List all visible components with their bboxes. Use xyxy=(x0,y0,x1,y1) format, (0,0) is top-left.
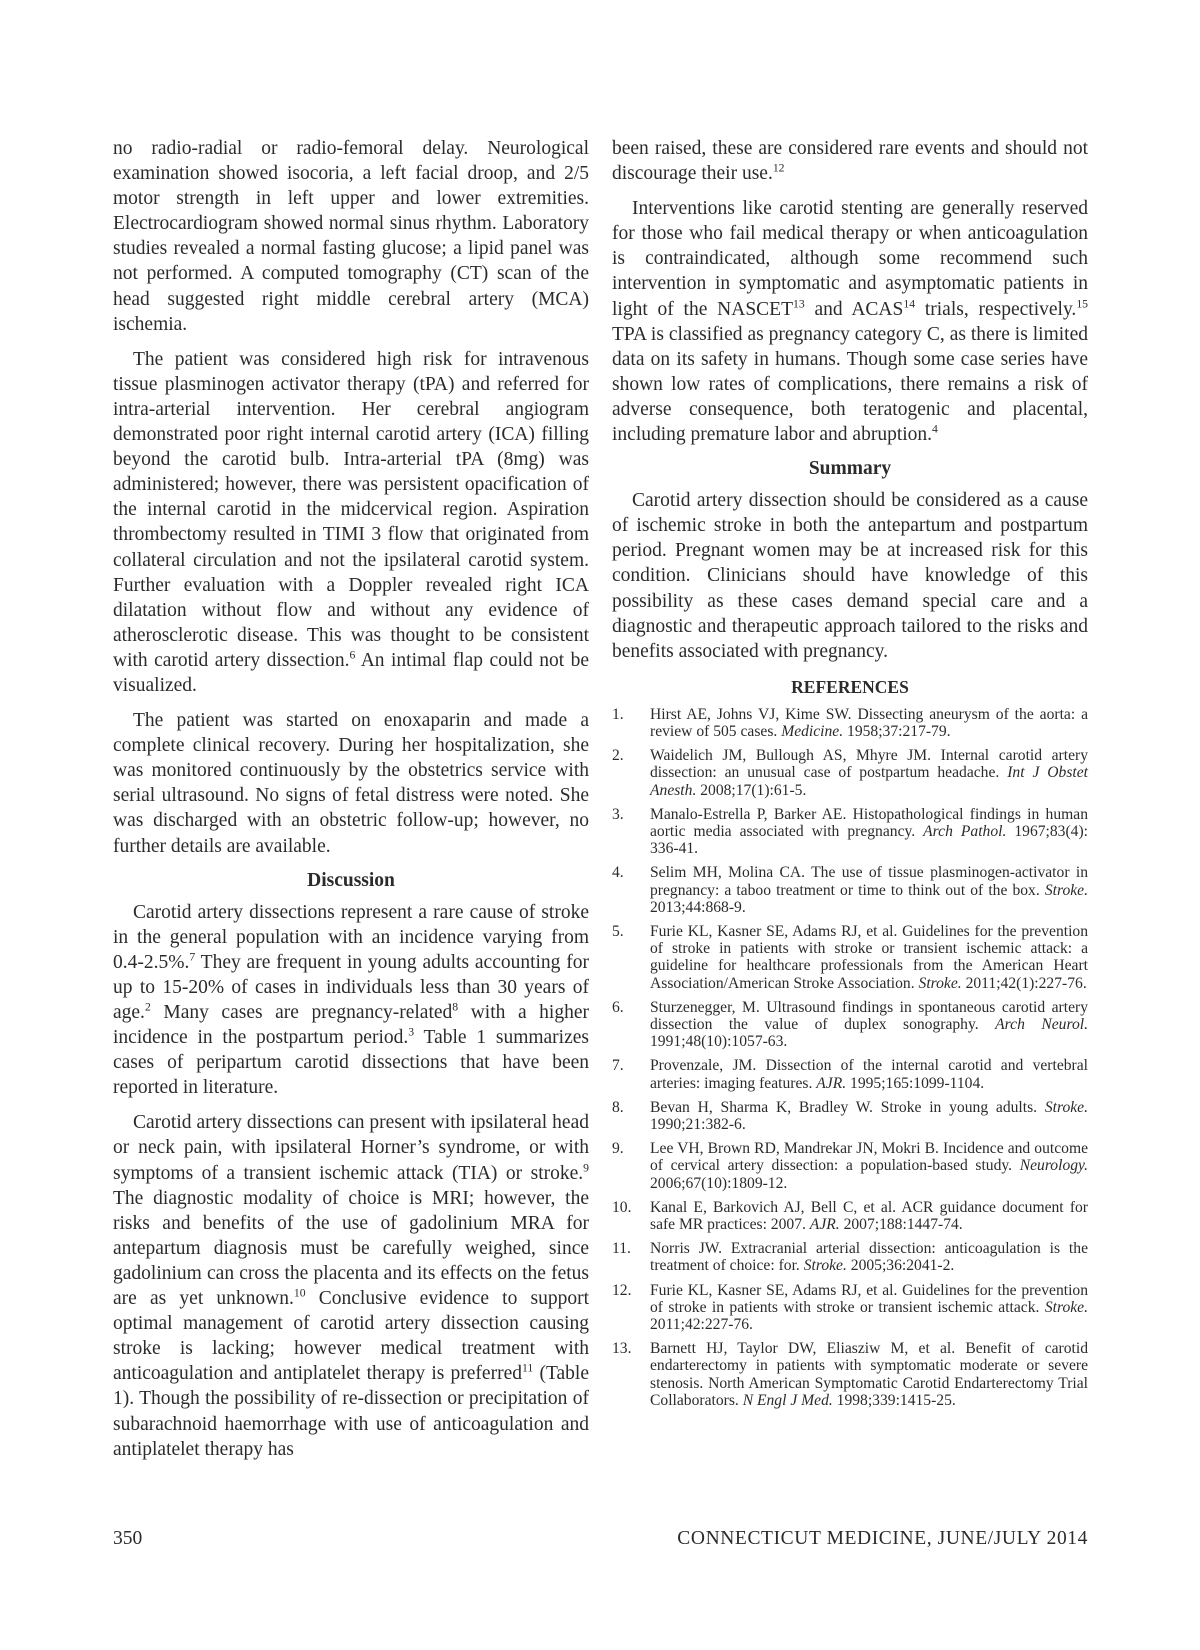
paragraph-continued: been raised, these are considered rare events and should not discourage their use.$^{12}$ xyxy=(612,138,1088,185)
citation: 2 xyxy=(144,1000,151,1014)
reference-item: 9. Lee VH, Brown RD, Mandrekar JN, Mokri B. Incidence and outcome of cervical artery dissection: a population-based study. Neurology. 2006;67(10):1809-12. xyxy=(612,1140,1088,1192)
citation: 9 xyxy=(583,1161,589,1175)
citation: 6 xyxy=(349,648,356,662)
citation: 15 xyxy=(1076,297,1088,311)
references-heading: REFERENCES xyxy=(791,676,909,697)
paragraph-presentation: Carotid artery dissections can present with ipsilateral head or neck pain, with ipsilateral Horner’s syndrome, or with symptoms of a transient ischemic attack (TIA) or stroke.$^9$ The diagnostic modality of choice is MRI; however, the risks and benefits of the use of gadolinium MRA for antepartum diagnosis must be carefully weighed, since gadolinium can cross the placenta and its effects on the fetus are as yet unknown.$^{10}$ Conclusive evidence to support optimal management of carotid artery dissection causing stroke is lacking; however medical treatment with anticoagulation and antiplatelet therapy is preferred$^{11}$ (Table 1). Though the possibility of re-dissection or precipitation of subarachnoid haemorrhage with use of anticoagulation and antiplatelet therapy has xyxy=(113,1112,590,1460)
reference-item: 2. Waidelich JM, Bullough AS, Mhyre JM. Internal carotid artery dissection: an unusual case of postpartum headache. Int J Obstet Anesth. 2008;17(1):61-5. xyxy=(612,747,1088,799)
paragraph-recovery: The patient was started on enoxaparin and made a complete clinical recovery. During her hospitalization, she was monitored continuously by the obstetrics service with serial ultrasound. No signs of fetal distress were noted. She was discharged with an obstetric follow-up; however, no further details are available. xyxy=(113,710,589,857)
reference-list xyxy=(612,706,1088,1409)
paragraph-interventions: Interventions like carotid stenting are generally reserved for those who fail medical therapy or when anticoagulation is contraindicated, although some recommend such intervention in symptomatic and asymptomatic patients in light of the NASCET$^{13}$ and ACAS$^{14}$ trials, respectively.$^{15}$ TPA is classified as pregnancy category C, as there is limited data on its safety in humans. Though some case series have shown low rates of complications, there remains a risk of adverse consequence, both teratogenic and placental, including premature labor and abruption.$^4$ xyxy=(612,198,1088,446)
reference-item: 3. Manalo-Estrella P, Barker AE. Histopathological findings in human aortic media associated with pregnancy. Arch Pathol. 1967;83(4): 336-41. xyxy=(612,805,1088,858)
reference-item: 1. Hirst AE, Johns VJ, Kime SW. Dissecting aneurysm of the aorta: a review of 505 cases. Medicine. 1958;37:217-79. xyxy=(612,705,1088,740)
reference-item: 5. Furie KL, Kasner SE, Adams RJ, et al. Guidelines for the prevention of stroke in patients with stroke or transient ischemic attack: a guideline for healthcare professionals from the American Heart Association/American Stroke Association. Stroke. 2011;42(1):227-76. xyxy=(612,923,1088,992)
paragraph-exam: no radio-radial or radio-femoral delay. Neurological examination showed isocoria, a left facial droop, and 2/5 motor strength in left upper and lower extremities. Electrocardiogram showed normal sinus rhythm. Laboratory studies revealed a normal fasting glucose; a lipid panel was not performed. A computed tomography (CT) scan of the head suggested right middle cerebral artery (MCA) ischemia. xyxy=(113,138,589,335)
paragraph-incidence: Carotid artery dissections represent a rare cause of stroke in the general population with an incidence varying from 0.4-2.5%.$^7$ They are frequent in young adults accounting for up to 15-20% of cases in individuals less than 30 years of age.$^2$ Many cases are pregnancy-related$^8$ with a higher incidence in the postpartum period.$^3$ Table 1 summarizes cases of peripartum carotid dissections that have been reported in literature. xyxy=(113,901,589,1099)
reference-item: 4. Selim MH, Molina CA. The use of tissue plasminogen-activator in pregnancy: a taboo treatment or time to think out of the box. Stroke. 2013;44:868-9. xyxy=(612,864,1088,916)
discussion-heading: Discussion xyxy=(307,869,395,891)
reference-item: 12. Furie KL, Kasner SE, Adams RJ, et al. Guidelines for the prevention of stroke in patients with stroke or transient ischemic attack. Stroke. 2011;42:227-76. xyxy=(612,1281,1088,1334)
summary-heading: Summary xyxy=(808,458,892,480)
left-column xyxy=(113,136,589,1472)
reference-item: 10. Kanal E, Barkovich AJ, Bell C, et al. ACR guidance document for safe MR practices: 2007. AJR. 2007;188:1447-74. xyxy=(612,1198,1088,1234)
citation: 11 xyxy=(521,1361,534,1375)
citation: 7 xyxy=(189,950,196,964)
reference-item: 8. Bevan H, Sharma K, Bradley W. Stroke in young adults. Stroke. 1990;21:382-6. xyxy=(612,1098,1088,1134)
journal-footer: CONNECTICUT MEDICINE, JUNE/JULY 2014 xyxy=(677,1528,1088,1549)
citation: 3 xyxy=(408,1025,415,1039)
citation: 13 xyxy=(793,297,805,311)
reference-item: 11. Norris JW. Extracranial arterial dissection: anticoagulation is the treatment of choice: for. Stroke. 2005;36:2041-2. xyxy=(612,1240,1088,1275)
citation: 14 xyxy=(903,297,916,311)
right-column xyxy=(612,136,1088,1416)
paragraph-summary: Carotid artery dissection should be considered as a cause of ischemic stroke in both the antepartum and postpartum period. Pregnant women may be at increased risk for this condition. Clinicians should have knowledge of this possibility as these cases demand special care and a diagnostic and therapeutic approach tailored to the risks and benefits associated with pregnancy. xyxy=(612,490,1088,662)
citation: 12 xyxy=(772,161,785,175)
reference-item: 13. Barnett HJ, Taylor DW, Eliasziw M, et al. Benefit of carotid endarterectomy in patients with symptomatic moderate or severe stenosis. North American Symptomatic Carotid Endarterectomy Trial Collaborators. N Engl J Med. 1998;339:1415-25. xyxy=(612,1340,1088,1409)
citation: 10 xyxy=(293,1286,306,1300)
reference-item: 7. Provenzale, JM. Dissection of the internal carotid and vertebral arteries: imaging features. AJR. 1995;165:1099-1104. xyxy=(612,1057,1088,1092)
citation: 8 xyxy=(452,1000,459,1014)
citation: 4 xyxy=(932,422,938,436)
reference-item: 6. Sturzenegger, M. Ultrasound findings in spontaneous carotid artery dissection the value of duplex sonography. Arch Neurol. 1991;48(10):1057-63. xyxy=(612,998,1088,1051)
paragraph-treatment: The patient was considered high risk for intravenous tissue plasminogen activator therapy (tPA) and referred for intra-arterial intervention. Her cerebral angiogram demonstrated poor right internal carotid artery (ICA) filling beyond the carotid bulb. Intra-arterial tPA (8mg) was administered; however, there was persistent opacification of the internal carotid in the midcervical region. Aspiration thrombectomy resulted in TIMI 3 flow that originated from collateral circulation and not the ipsilateral carotid system. Further evaluation with a Doppler revealed right ICA dilatation without flow and without any evidence of atherosclerotic disease. This was thought to be consistent with carotid artery dissection.$^6$ An intimal flap could not be visualized. xyxy=(113,348,590,696)
page-number: 350 xyxy=(113,1528,143,1549)
